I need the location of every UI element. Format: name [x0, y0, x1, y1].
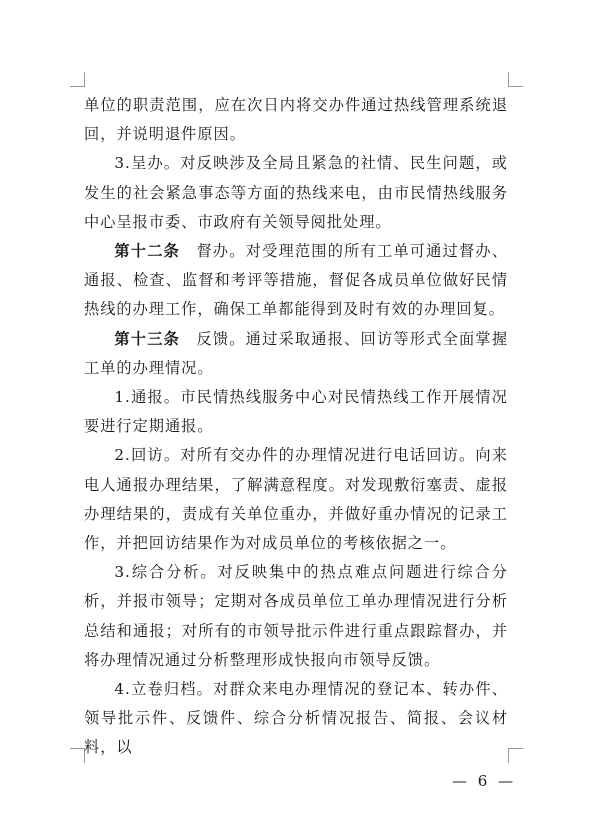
paragraph-text: 单位的职责范围，应在次日内将交办件通过热线管理系统退回，并说明退件原因。 [84, 96, 508, 144]
paragraph-5 [84, 383, 508, 441]
document-body [84, 91, 508, 763]
paragraph-text: 督办。对受理范围的所有工单可通过督办、通报、检查、监督和考评等措施，督促各成员单位做好民情热线的办理工作，确保工单都能得到及时有效的办理回复。 [84, 242, 509, 319]
paragraph-1 [84, 91, 508, 149]
paragraph-text: 反馈。通过采取通报、回访等形式全面掌握工单的办理情况。 [84, 329, 509, 377]
paragraph-4 [84, 325, 508, 383]
crop-mark-top-left [70, 72, 85, 87]
article-heading: 第十二条 [114, 242, 181, 261]
paragraph-3 [84, 237, 508, 325]
paragraph-6 [84, 441, 508, 558]
paragraph-text: 1.通报。市民情热线服务中心对民情热线工作开展情况要进行定期通报。 [84, 388, 508, 436]
crop-mark-top-right [508, 72, 523, 87]
paragraph-text: 4.立卷归档。对群众来电办理情况的登记本、转办件、领导批示件、反馈件、综合分析情况报告、简报、会议材料，以 [84, 680, 508, 757]
paragraph-8 [84, 675, 508, 763]
crop-mark-bottom-right [508, 748, 523, 763]
paragraph-7 [84, 558, 508, 675]
paragraph-text: 3.呈办。对反映涉及全局且紧急的社情、民生问题，或发生的社会紧急事态等方面的热线来电，由市民情热线服务中心呈报市委、市政府有关领导阅批处理。 [84, 154, 508, 231]
paragraph-text: 3.综合分析。对反映集中的热点难点问题进行综合分析，并报市领导；定期对各成员单位工单办理情况进行分析总结和通报；对所有的市领导批示件进行重点跟踪督办，并将办理情况通过分析整理形成快报向市领导反馈。 [84, 563, 508, 669]
crop-mark-bottom-left [70, 748, 85, 763]
paragraph-2 [84, 149, 508, 237]
paragraph-text: 2.回访。对所有交办件的办理情况进行电话回访。向来电人通报办理结果，了解满意程度。对发现敷衍塞责、虚报办理结果的，责成有关单位重办，并做好重办情况的记录工作，并把回访结果作为对成员单位的考核依据之一。 [84, 446, 508, 553]
page-number: — 6 — [452, 772, 517, 790]
article-heading: 第十三条 [114, 329, 181, 348]
